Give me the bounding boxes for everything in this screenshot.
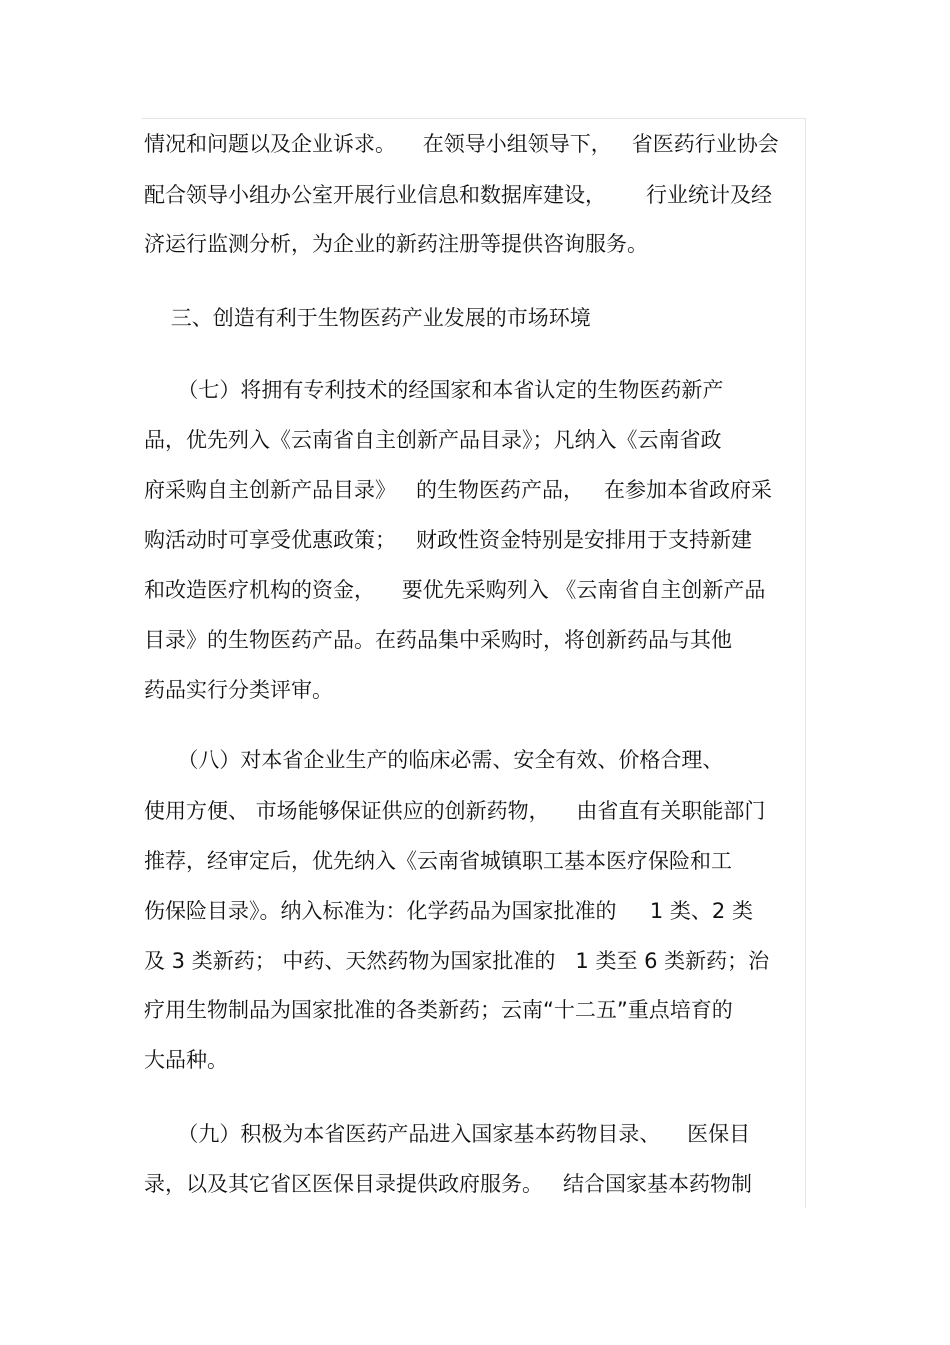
section-heading: 三、创造有利于生物医药产业发展的市场环境 [144, 306, 591, 330]
text-line: 使用方便、 市场能够保证供应的创新药物， 由省直有关职能部门 [144, 799, 766, 823]
text-line: 录，以及其它省区医保目录提供政府服务。 结合国家基本药物制 [144, 1172, 753, 1196]
text-line: 目录》的生物医药产品。在药品集中采购时，将创新药品与其他 [144, 628, 732, 652]
text-line: （九）积极为本省医药产品进入国家基本药物目录、 医保目 [144, 1122, 751, 1146]
text-line: 情况和问题以及企业诉求。 在领导小组领导下， 省医药行业协会 [144, 132, 779, 156]
text-line: 配合领导小组办公室开展行业信息和数据库建设， 行业统计及经 [144, 183, 773, 207]
text-line: 疗用生物制品为国家批准的各类新药；云南“十二五”重点培育的 [144, 998, 733, 1022]
text-line: 药品实行分类评审。 [144, 678, 333, 702]
text-line: 购活动时可享受优惠政策； 财政性资金特别是安排用于支持新建 [144, 528, 753, 552]
text-line: 及 3 类新药； 中药、天然药物为国家批准的 1 类至 6 类新药；治 [144, 949, 770, 973]
text-line: 品，优先列入《云南省自主创新产品目录》；凡纳入《云南省政 [144, 428, 722, 452]
text-line: 济运行监测分析，为企业的新药注册等提供咨询服务。 [144, 232, 648, 256]
text-line: 和改造医疗机构的资金， 要优先采购列入 《云南省自主创新产品 [144, 578, 766, 602]
text-line: （八）对本省企业生产的临床必需、安全有效、价格合理、 [144, 748, 724, 772]
text-line: 府采购自主创新产品目录》 的生物医药产品， 在参加本省政府采 [144, 478, 773, 502]
text-line: 大品种。 [144, 1048, 228, 1072]
text-line: （七）将拥有专利技术的经国家和本省认定的生物医药新产 [144, 378, 724, 402]
text-line: 推荐，经审定后，优先纳入《云南省城镇职工基本医疗保险和工 [144, 849, 732, 873]
text-line: 伤保险目录》。纳入标准为：化学药品为国家批准的 1 类、2 类 [144, 899, 753, 923]
page-frame [142, 118, 806, 1208]
